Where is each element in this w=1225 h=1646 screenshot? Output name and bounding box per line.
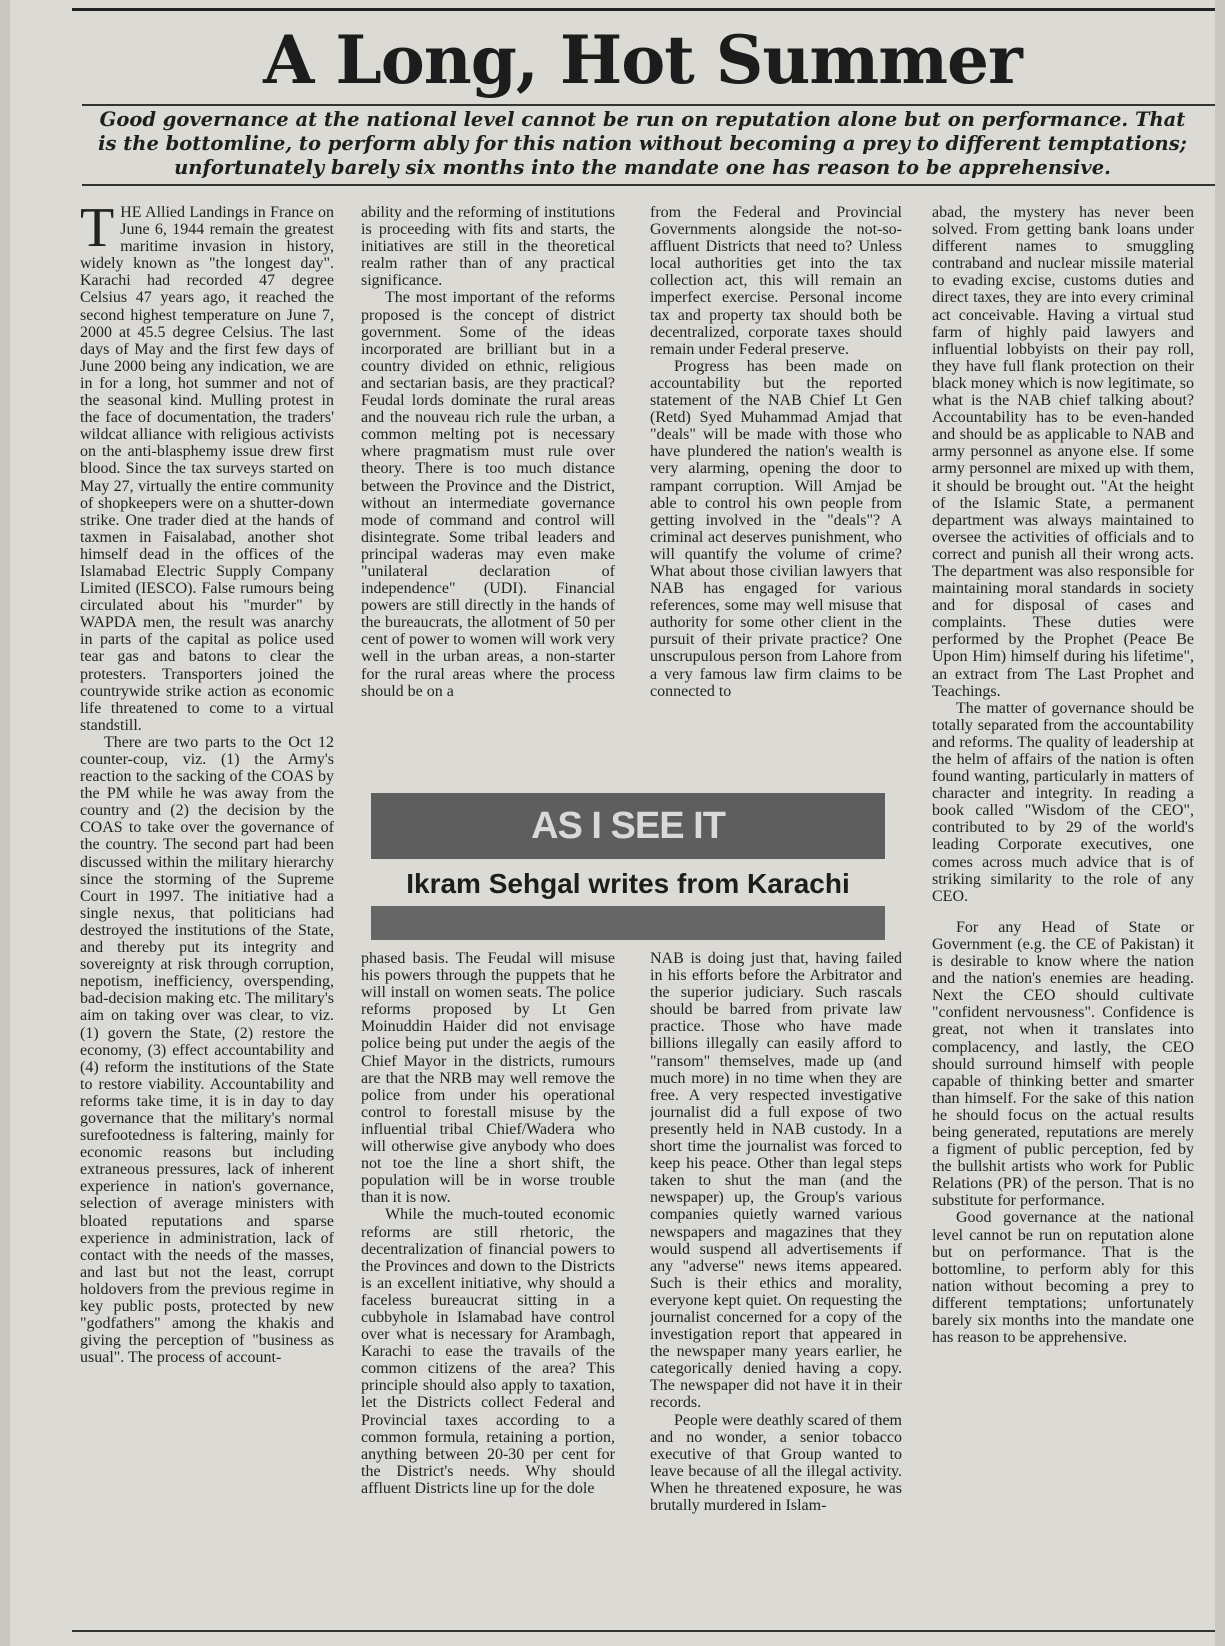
paragraph: Progress has been made on accountability but the reported statement of the NAB Chief Lt Gen (Retd) Syed Muhammad Amjad that "deals" will be made with those who have plundered the nation's wealth is very alarming, opening the door to rampant corruption. Will Amjad be able to control his own people from getting involved in the "deals"? A criminal act deserves punishment, who will quantify the volume of crime? What about those civilian lawyers that NAB has engaged for various references, some may well misuse that authority for some other client in the pursuit of their private practice? One unscrupulous person from Lahore from a very famous law firm claims to be connected to: [650, 357, 902, 700]
paragraph: abad, the mystery has never been solved. From getting bank loans under different names to smuggling contraband and nuclear missile material to evading excise, customs duties and direct taxes, they are into every criminal act conceivable. Having a virtual stud farm of highly paid lawyers and influential lobbyists on their pay roll, they have full flank protection on their black money which is now legitimate, so what is the NAB chief talking about? Accountability has to be even-handed and should be as applicable to NAB and army personnel as anyone else. If some army personnel are mixed up with them, it should be brought out. "At the height of the Islamic State, a permanent department was always maintained to oversee the activities of officials and to correct and punish all their wrong acts. The department was also responsible for maintaining moral standards in society and for disposal of cases and complaints. These duties were performed by the Prophet (Peace Be Upon Him) himself during his lifetime", an extract from The Last Prophet and Teachings.: [932, 204, 1194, 700]
drop-cap: T: [80, 204, 115, 259]
paragraph: The matter of governance should be totally separated from the accountability and reforms. The quality of leadership at the helm of affairs of the nation is often found wanting, particularly in matters of character and integrity. In reading a book called "Wisdom of the CEO", contributed to by 29 of the world's leading Corporate executives, one comes across much advice that is of striking similarity to the role of any CEO.: [932, 699, 1194, 905]
paragraph: THE Allied Landings in France on June 6, 1944 remain the greatest maritime invasion in history, widely known as "the longest day". Karachi had recorded 47 degree Celsius 47 years ago, it reached the second highest temperature on June 7, 2000 at 45.5 degree Celsius. The last days of May and the first few days of June 2000 being any indication, we are in for a long, hot summer and not of the seasonal kind. Mulling protest in the face of documentation, the traders' wildcat alliance with religious activists on the anti-blasphemy issue drew first blood. Since the tax surveys started on May 27, virtually the entire community of shopkeepers were on a shutter-down strike. One trader died at the hands of taxmen in Faisalabad, another shot himself dead in the offices of the Islamabad Electric Supply Company Limited (IESCO). False rumours being circulated about his "murder" by WAPDA men, the result was anarchy in parts of the capital as police used tear gas and batons to clear the protesters. Transporters joined the countrywide strike action as economic life threatened to come to a virtual standstill.: [80, 204, 334, 734]
paragraph: For any Head of State or Government (e.g. the CE of Pakistan) it is desirable to know where the nation and the nation's enemies are heading. Next the CEO should cultivate "confident nervousness". Confidence is great, not when it translates into complacency, and lastly, the CEO should surround himself with people capable of thinking better and smarter than himself. For the sake of this nation he should focus on the actual results being generated, reputations are merely a figment of public perception, fed by the bullshit artists who work for Public Relations (PR) of the person. That is no substitute for performance.: [932, 918, 1194, 1210]
newspaper-page: [10, 0, 1215, 1646]
paragraph: phased basis. The Feudal will misuse his powers through the puppets that he will install on women seats. The police reforms proposed by Lt Gen Moinuddin Haider did not envisage police being put under the aegis of the Chief Mayor in the districts, rumours are that the NRB may well remove the police from under his operational control to forestall misuse by the influential tribal Chief/Wadera who will otherwise give anybody who does not toe the line a short shift, the population will be in worse trouble than it is now.: [361, 950, 615, 1207]
column-1: [80, 204, 334, 1614]
column-banner: AS I SEE IT: [371, 793, 885, 859]
subhead-bottom-rule: [82, 184, 1215, 186]
paragraph: Good governance at the national level cannot be run on reputation alone but on performance. That is the bottomline, to perform ably for this nation without becoming a prey to different temptations; unfortunately barely six months into the mandate one has reason to be apprehensive.: [932, 1209, 1194, 1347]
paragraph: NAB is doing just that, having failed in his efforts before the Arbitrator and the superior judiciary. Such rascals should be barred from private law practice. Those who have made billions illegally can easily afford to "ransom" themselves, made up (and much more) in no time when they are free. A very respected investigative journalist did a full expose of two presently held in NAB custody. In a short time the journalist was forced to keep his peace. Other than legal steps taken to shut the man (and the newspaper) up, the Group's various companies quietly warned various newspapers and magazines that they would suspend all advertisements if any "adverse" news items appeared. Such is their ethics and morality, everyone kept quiet. On requesting the journalist concerned for a copy of the investigation report that appeared in the newspaper many years earlier, he categorically denied having a copy. The newspaper did not have it in their records.: [650, 950, 902, 1412]
column-4: [932, 204, 1194, 1614]
paragraph: While the much-touted economic reforms are still rhetoric, the decentralization of financial powers to the Provinces and down to the Districts is an excellent initiative, why should a faceless bureaucrat sitting in a cubbyhole in Islamabad have control over what is necessary for Arambagh, Karachi to ease the travails of the common citizens of the area? This principle should also apply to taxation, let the Districts collect Federal and Provincial taxes according to a common formula, retaining a portion, anything between 20-30 per cent for the District's needs. Why should affluent Districts line up for the dole: [361, 1206, 615, 1497]
top-rule: [72, 8, 1215, 11]
subhead-top-rule: [82, 104, 1215, 106]
column-3-top: [650, 204, 902, 752]
banner-bottom-bar: [371, 906, 885, 940]
paragraph: ability and the reforming of institutions is proceeding with fits and starts, the initiatives are still in the theoretical realm rather than of any practical significance.: [361, 204, 615, 290]
byline: Ikram Sehgal writes from Karachi: [406, 868, 850, 899]
column-3-bottom: [650, 950, 902, 1614]
column-2-top: [361, 204, 615, 752]
paragraph: There are two parts to the Oct 12 counter-coup, viz. (1) the Army's reaction to the sacking of the COAS by the PM while he was away from the country and (2) the decision by the COAS to take over the governance of the country. The second part had been discussed within the military hierarchy since the storming of the Supreme Court in 1997. The initiative had a single nexus, that politicians had destroyed the institutions of the State, and thereby put its integrity and sovereignty at risk through corruption, nepotism, inefficiency, overspending, bad-decision making etc. The military's aim on taking over was clear, to viz. (1) govern the State, (2) restore the economy, (3) effect accountability and (4) reform the institutions of the State to restore viability. Accountability and reforms take time, it is in day to day governance that the military's normal surefootedness is faltering, mainly for economic reasons but including extraneous pressures, lack of inherent experience in nation's governance, selection of average ministers with bloated reputations and sparse experience in administration, lack of contact with the needs of the masses, and last but not the least, corrupt holdovers from the previous regime in key public posts, protected by new "godfathers" among the khakis and giving the perception of "business as usual". The process of account-: [80, 733, 334, 1367]
paragraph: People were deathly scared of them and no wonder, a senior tobacco executive of that Group wanted to leave because of all the illegal activity. When he threatened exposure, he was brutally murdered in Islam-: [650, 1411, 902, 1514]
subhead: Good governance at the national level cannot be run on reputation alone but on performance. That is the bottomline, to perform ably for this nation without becoming a prey to different temptations; unfortunately barely six months into the mandate one has reason to be apprehensive.: [98, 108, 1187, 179]
paragraph: from the Federal and Provincial Governments alongside the not-so-affluent Districts that need to? Unless local authorities get into the tax collection act, this will remain an imperfect exercise. Personal income tax and property tax should both be decentralized, corporate taxes should remain under Federal preserve.: [650, 204, 902, 358]
headline: A Long, Hot Summer: [263, 21, 1022, 99]
paragraph: The most important of the reforms proposed is the concept of district government. Some of the ideas incorporated are brilliant but in a country divided on ethnic, religious and sectarian basis, are they practical? Feudal lords dominate the rural areas and the nouveau rich rule the urban, a common melting pot is necessary where pragmatism must rule over theory. There is too much distance between the Province and the District, without an intermediate governance mode of command and control will disintegrate. Some tribal leaders and principal waderas may even make "unilateral declaration of independence" (UDI). Financial powers are still directly in the hands of the bureaucrats, the allotment of 50 per cent of power to women will work very well in the urban areas, a non-starter for the rural areas where the process should be on a: [361, 289, 615, 700]
bottom-rule: [72, 1630, 1215, 1632]
column-2-bottom: [361, 950, 615, 1614]
